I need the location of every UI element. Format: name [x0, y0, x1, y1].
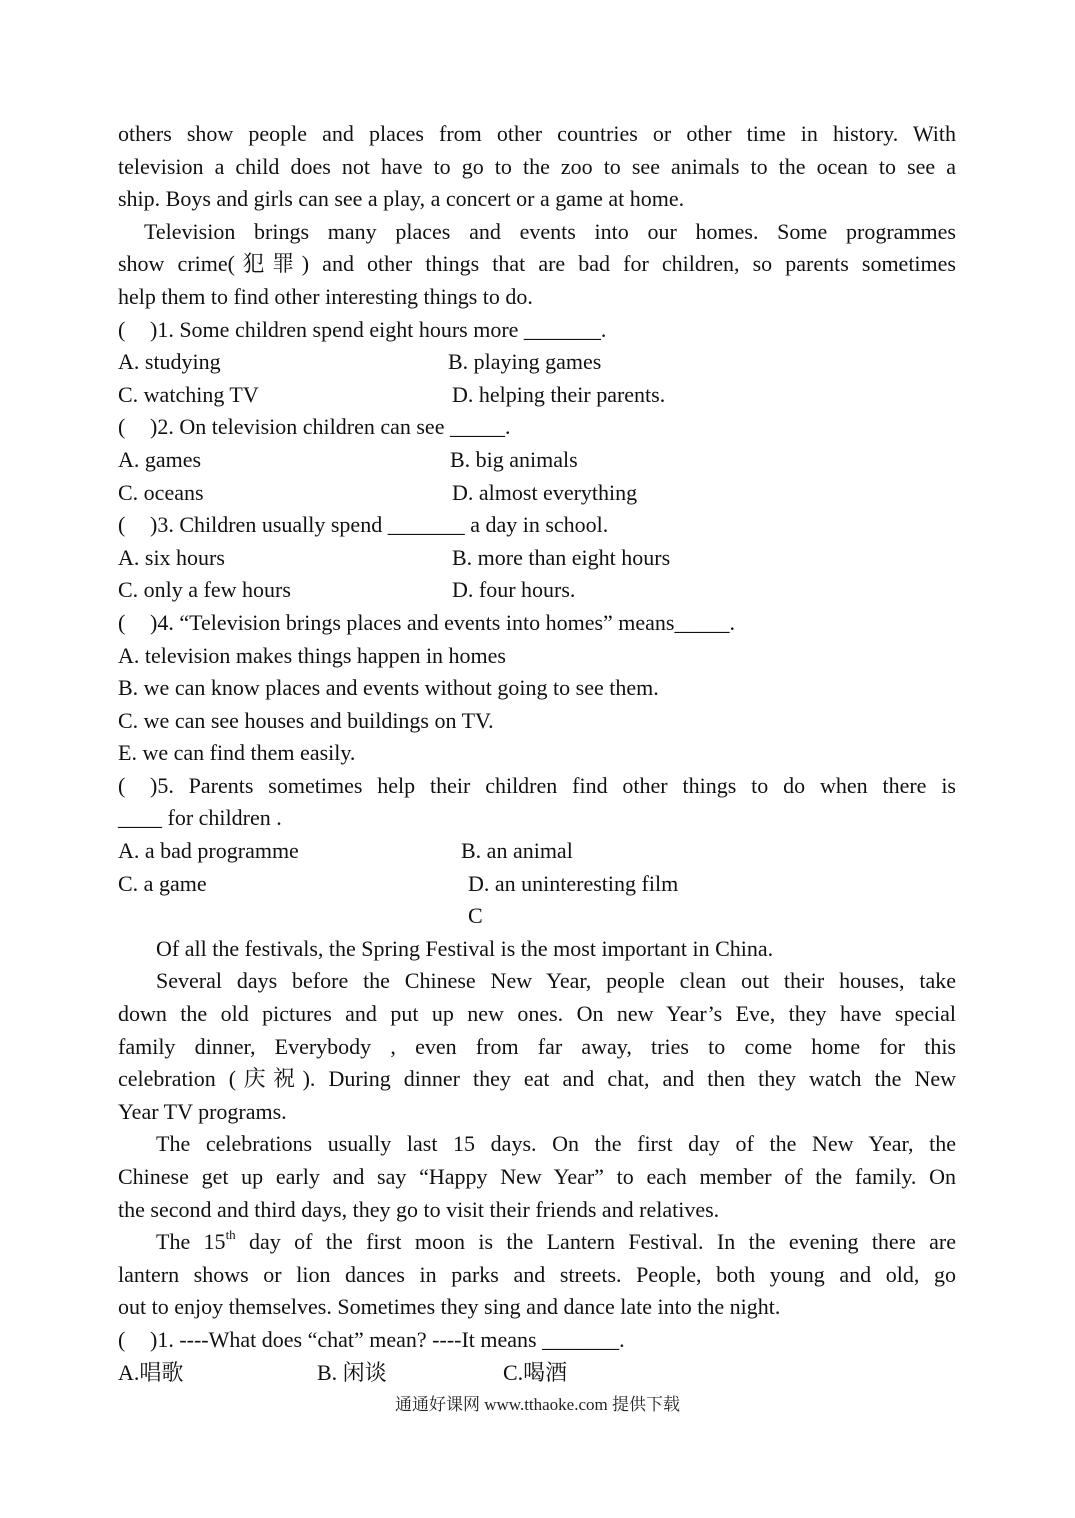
question-stem: ( )1. ----What does “chat” mean? ----It means _______.: [118, 1326, 625, 1352]
paragraph-line: out to enjoy themselves. Sometimes they sing and dance late into the night.: [118, 1294, 781, 1320]
option: A.唱歌: [118, 1359, 184, 1385]
paragraph-line: family dinner, Everybody , even from far away, tries to come home for this: [118, 1033, 956, 1059]
paragraph-line: help them to find other interesting things to do.: [118, 283, 533, 309]
option-row: [118, 1357, 956, 1390]
option-row: [118, 379, 956, 412]
paragraph-line: show crime(犯罪) and other things that are bad for children, so parents sometimes: [118, 251, 956, 277]
option: D. almost everything: [452, 479, 638, 505]
paragraph-line: The 15th day of the first moon is the Lantern Festival. In the evening there are: [156, 1226, 956, 1255]
option: C. a game: [118, 870, 207, 896]
option-row: [118, 477, 956, 510]
page-content: [118, 118, 956, 1389]
option: B. playing games: [448, 349, 602, 375]
option: B. an animal: [461, 838, 573, 864]
option-row: [118, 868, 956, 901]
option-row: [118, 574, 956, 607]
option: C.喝酒: [503, 1359, 568, 1385]
option: D. four hours.: [452, 577, 576, 603]
option: B. more than eight hours: [452, 544, 671, 570]
option: A. a bad programme: [118, 838, 299, 864]
page-footer: 通通好课网 www.tthaoke.com 提供下载: [394, 1395, 681, 1414]
question-stem: ( )5. Parents sometimes help their children find other things to do when there is: [118, 772, 956, 798]
option: B. 闲谈: [317, 1359, 387, 1385]
section-heading: C: [468, 903, 483, 929]
question-stem-continued: ____ for children .: [118, 805, 282, 831]
paragraph-line: lantern shows or lion dances in parks and streets. People, both young and old, go: [118, 1261, 956, 1287]
option: A. television makes things happen in homes: [118, 642, 506, 668]
question-stem: ( )4. “Television brings places and events into homes” means_____.: [118, 609, 735, 635]
option: B. we can know places and events without going to see them.: [118, 675, 659, 701]
option: A. studying: [118, 349, 221, 375]
paragraph-line: the second and third days, they go to visit their friends and relatives.: [118, 1196, 720, 1222]
option: B. big animals: [450, 446, 578, 472]
option-row: [118, 835, 956, 868]
paragraph-line: Of all the festivals, the Spring Festival is the most important in China.: [156, 935, 774, 961]
option: C. watching TV: [118, 381, 259, 407]
paragraph-line: ship. Boys and girls can see a play, a concert or a game at home.: [118, 186, 685, 212]
paragraph-line: others show people and places from other countries or other time in history. With: [118, 121, 956, 146]
question-stem: ( )2. On television children can see _____.: [118, 414, 511, 440]
question-stem: ( )1. Some children spend eight hours more _______.: [118, 316, 607, 342]
option: C. only a few hours: [118, 577, 291, 603]
superscript: th: [225, 1226, 236, 1242]
question-stem: ( )3. Children usually spend _______ a day in school.: [118, 512, 609, 538]
option: C. oceans: [118, 479, 204, 505]
option: E. we can find them easily.: [118, 740, 356, 766]
option-row: [118, 346, 956, 379]
paragraph-line: Television brings many places and events into our homes. Some programmes: [144, 218, 956, 244]
paragraph-line: television a child does not have to go to the zoo to see animals to the ocean to see a: [118, 153, 956, 179]
paragraph-line: Year TV programs.: [118, 1098, 287, 1124]
option: A. games: [118, 446, 202, 472]
option: D. an uninteresting film: [468, 870, 679, 896]
paragraph-line: down the old pictures and put up new ones. On new Year’s Eve, they have special: [118, 1001, 956, 1027]
option-row: [118, 542, 956, 575]
paragraph-line: celebration (庆祝). During dinner they eat and chat, and then they watch the New: [118, 1066, 956, 1092]
paragraph-line: Several days before the Chinese New Year, people clean out their houses, take: [156, 968, 956, 994]
paragraph-line: Chinese get up early and say “Happy New Year” to each member of the family. On: [118, 1164, 956, 1189]
option: C. we can see houses and buildings on TV.: [118, 707, 494, 733]
option-row: [118, 444, 956, 477]
option: D. helping their parents.: [452, 381, 666, 407]
option: A. six hours: [118, 544, 225, 570]
paragraph-line: The celebrations usually last 15 days. On the first day of the New Year, the: [156, 1131, 956, 1157]
